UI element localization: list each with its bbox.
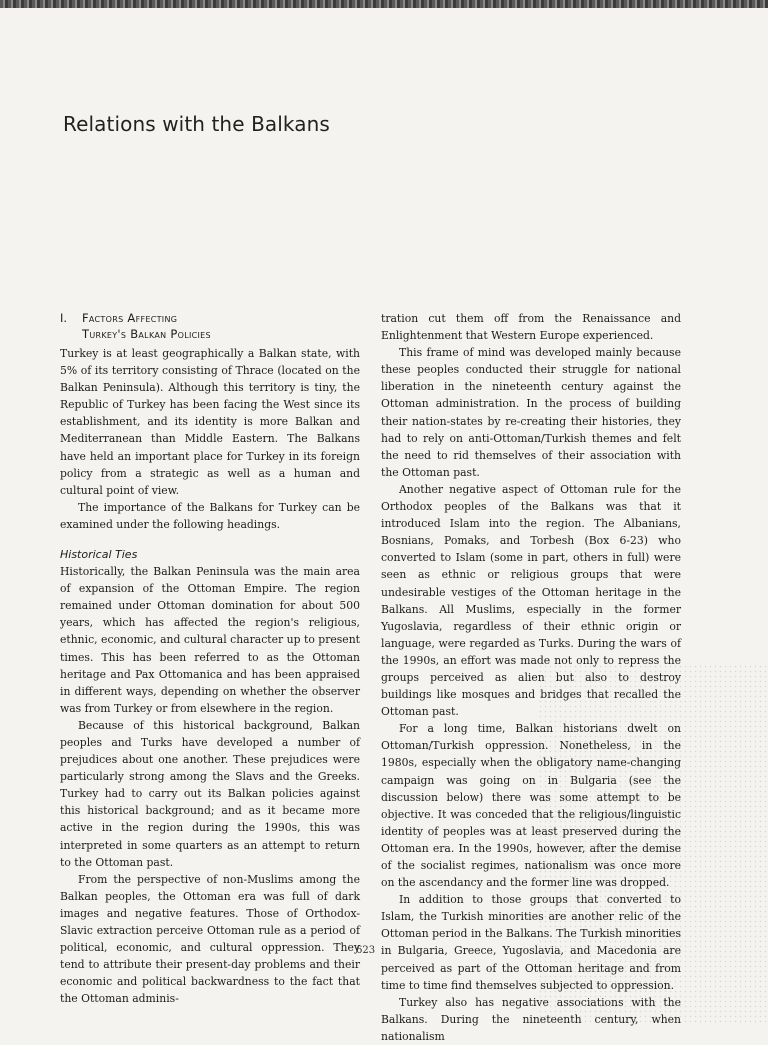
subheading-historical-ties: Historical Ties bbox=[60, 548, 138, 562]
paragraph: Because of this historical background, Balkan peoples and Turks have developed a number of prejudices about one another. These prejudices were particularly strong among the Slavs and the Greeks. Turkey had to carry out its Balkan policies against this historical background; and as it became more active in the region during the 1990s, this was interpreted in some quarters as an attempt to return to the Ottoman past. bbox=[60, 718, 360, 869]
paragraph: tration cut them off from the Renaissance and Enlightenment that Western Europe experienced. bbox=[381, 312, 681, 343]
chapter-title: Relations with the Balkans bbox=[63, 112, 330, 136]
paragraph: The importance of the Balkans for Turkey can be examined under the following headings. bbox=[60, 500, 360, 531]
page-number: 623 bbox=[356, 945, 376, 956]
paragraph: This frame of mind was developed mainly because these peoples conducted their struggle for national liberation in the nineteenth century against the Ottoman administration. In the process of building their nation-states by re-creating their histories, they had to rely on anti-Ottoman/Turkish themes and felt the need to rid themselves of their association with the Ottoman past. bbox=[381, 346, 681, 479]
right-column bbox=[381, 310, 681, 1045]
section-heading bbox=[60, 310, 360, 342]
paragraph: Turkey also has negative associations with the Balkans. During the nineteenth century, when nationalism bbox=[381, 995, 681, 1043]
paragraph: Turkey is at least geographically a Balkan state, with 5% of its territory consisting of Thrace (located on the Balkan Peninsula). Although this territory is tiny, the Republic of Turkey has been facing the West since its establishment, and its identity is more Balkan and Mediterranean than Middle Eastern. The Balkans have held an important place for Turkey in its foreign policy from a strategic as well as a human and cultural point of view. bbox=[60, 347, 360, 497]
paragraph: In addition to those groups that converted to Islam, the Turkish minorities are another relic of the Ottoman period in the Balkans. The Turkish minorities in Bulgaria, Greece, Yugoslavia, and Macedonia are perceived as part of the Ottoman heritage and from time to time find themselves subjected to oppression. bbox=[381, 893, 681, 992]
paragraph: Another negative aspect of Ottoman rule for the Orthodox peoples of the Balkans was that it introduced Islam into the region. The Albanians, Bosnians, Pomaks, and Torbesh (Box 6-23) who converted to Islam (some in part, others in full) were seen as ethnic or religious groups that were undesirable vestiges of the Ottoman heritage in the Balkans. All Muslims, especially in the former Yugoslavia, regardless of their ethnic origin or language, were regarded as Turks. During the wars of the 1990s, an effort was made not only to repress the groups perceived as alien but also to destroy buildings like mosques and bridges that recalled the Ottoman past. bbox=[381, 482, 681, 719]
paragraph: From the perspective of non-Muslims among the Balkan peoples, the Ottoman era was full of dark images and negative features. Those of Orthodox-Slavic extraction perceive Ottoman rule as a period of political, economic, and cultural oppression. They tend to attribute their present-day problems and their economic and political backwardness to the fact that the Ottoman adminis- bbox=[60, 872, 360, 1006]
left-column bbox=[60, 310, 360, 1007]
paragraph: For a long time, Balkan historians dwelt on Ottoman/Turkish oppression. Nonetheless, in the 1980s, especially when the obligatory name-changing campaign was going on in Bulgaria (see the discussion below) there was some attempt to be objective. It was conceded that the religious/linguistic identity of peoples was at least preserved during the Ottoman era. In the 1990s, however, after the demise of the socialist regimes, nationalism was once more on the ascendancy and the former line was dropped. bbox=[381, 722, 681, 890]
scan-top-edge bbox=[0, 0, 768, 8]
section-title-line1: Factors Affecting bbox=[82, 311, 178, 325]
section-number: I. bbox=[60, 311, 68, 325]
paragraph: Historically, the Balkan Peninsula was the main area of expansion of the Ottoman Empire. The region remained under Ottoman domination for about 500 years, which has affected the region's religious, ethnic, economic, and cultural character up to present times. This has been referred to as the Ottoman heritage and Pax Ottomanica and has been appraised in different ways, depending on whether the observer was from Turkey or from elsewhere in the region. bbox=[60, 565, 360, 715]
section-title bbox=[82, 310, 211, 342]
section-title-line2: Turkey's Balkan Policies bbox=[82, 327, 211, 341]
